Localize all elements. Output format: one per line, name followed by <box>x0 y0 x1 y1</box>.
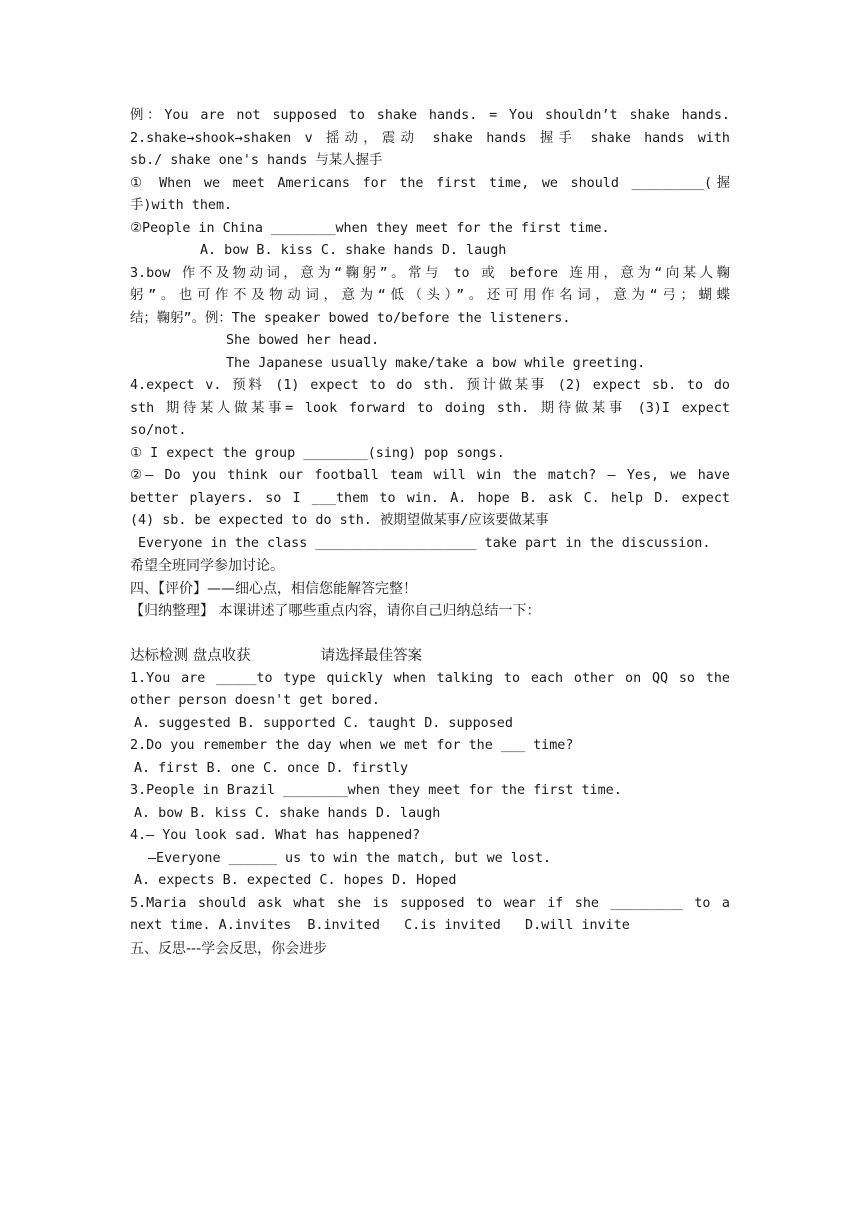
exercise-line: ① I expect the group ________(sing) pop songs. <box>130 445 505 461</box>
exercise-line: ① When we meet Americans for the first time, we should _________(握 <box>130 175 730 191</box>
quiz-heading-instruction: 请选择最佳答案 <box>320 648 423 664</box>
vocab-shake-line: 2.shake→shook→shaken v 摇动，震动 shake hands 握手 shake hands with <box>130 130 730 146</box>
vocab-bow-line: 躬”。也可作不及物动词，意为“低（头）”。还可用作名词，意为“弓；蝴蝶 <box>130 288 730 303</box>
quiz-question: 4.— You look sad. What has happened? <box>130 828 421 843</box>
exercise-line: Everyone in the class ____________________ take part in the discussion. <box>138 535 711 551</box>
exercise-line: ②People in China ________when they meet for the first time. <box>130 220 610 236</box>
vocab-shake-line-cont: sb./ shake one's hands 与某人握手 <box>130 153 383 168</box>
quiz-question: —Everyone ______ us to win the match, but we lost. <box>148 850 552 866</box>
vocab-expect-line: sth 期待某人做某事= look forward to doing sth. 期待做某事 (3)I expect <box>130 400 730 416</box>
section-heading-reflection: 五、反思---学会反思，你会进步 <box>130 940 328 957</box>
example-line: She bowed her head. <box>226 333 380 348</box>
quiz-question: 2.Do you remember the day when we met for the ___ time? <box>130 738 574 753</box>
quiz-question: 1.You are _____to type quickly when talking to each other on QQ so the <box>130 670 730 686</box>
section-heading-evaluation: 四、【评价】——细心点，相信您能解答完整！ <box>130 580 417 597</box>
quiz-question: 3.People in Brazil ________when they meet for the first time. <box>130 783 622 798</box>
vocab-bow-line: 3.bow 作不及物动词，意为“鞠躬”。常与 to 或 before 连用，意为“向某人鞠 <box>130 265 730 281</box>
quiz-heading <box>130 645 730 668</box>
exercise-line: ②— Do you think our football team will win the match? — Yes, we have <box>130 468 730 483</box>
vocab-expect-line: (4) sb. be expected to do sth. 被期望做某事/应该要做某事 <box>130 513 549 528</box>
quiz-options: A. suggested B. supported C. taught D. supposed <box>134 715 513 731</box>
quiz-options: A. bow B. kiss C. shake hands D. laugh <box>134 805 441 821</box>
options-line: A. bow B. kiss C. shake hands D. laugh <box>200 243 507 258</box>
example-line: The Japanese usually make/take a bow while greeting. <box>226 355 646 371</box>
vocab-bow-line: 结；鞠躬”。例：The speaker bowed to/before the listeners. <box>130 310 571 326</box>
blank-line <box>130 623 730 646</box>
exercise-line: 手)with them. <box>130 198 233 213</box>
vocab-expect-line: so/not. <box>130 423 187 438</box>
quiz-question: other person doesn't get bored. <box>130 693 380 708</box>
exercise-line: better players. so I ___them to win. A. hope B. ask C. help D. expect <box>130 490 730 506</box>
example-line: 例：You are not supposed to shake hands. = You shouldn’t shake hands. <box>130 108 730 123</box>
quiz-options: A. first B. one C. once D. firstly <box>134 760 409 776</box>
quiz-heading-title: 达标检测 盘点收获 <box>130 648 251 664</box>
quiz-options: next time. A.invites B.invited C.is invited D.will invite <box>130 918 630 933</box>
document-page <box>130 105 730 960</box>
quiz-question: 5.Maria should ask what she is supposed to wear if she _________ to a <box>130 895 730 911</box>
quiz-options: A. expects B. expected C. hopes D. Hoped <box>134 873 457 888</box>
section-heading-summary: 【归纳整理】 本课讲述了哪些重点内容，请你自己归纳总结一下： <box>130 603 541 619</box>
vocab-expect-line: 4.expect v. 预料 (1) expect to do sth. 预计做某事 (2) expect sb. to do <box>130 378 730 393</box>
translation-line: 希望全班同学参加讨论。 <box>130 558 284 574</box>
